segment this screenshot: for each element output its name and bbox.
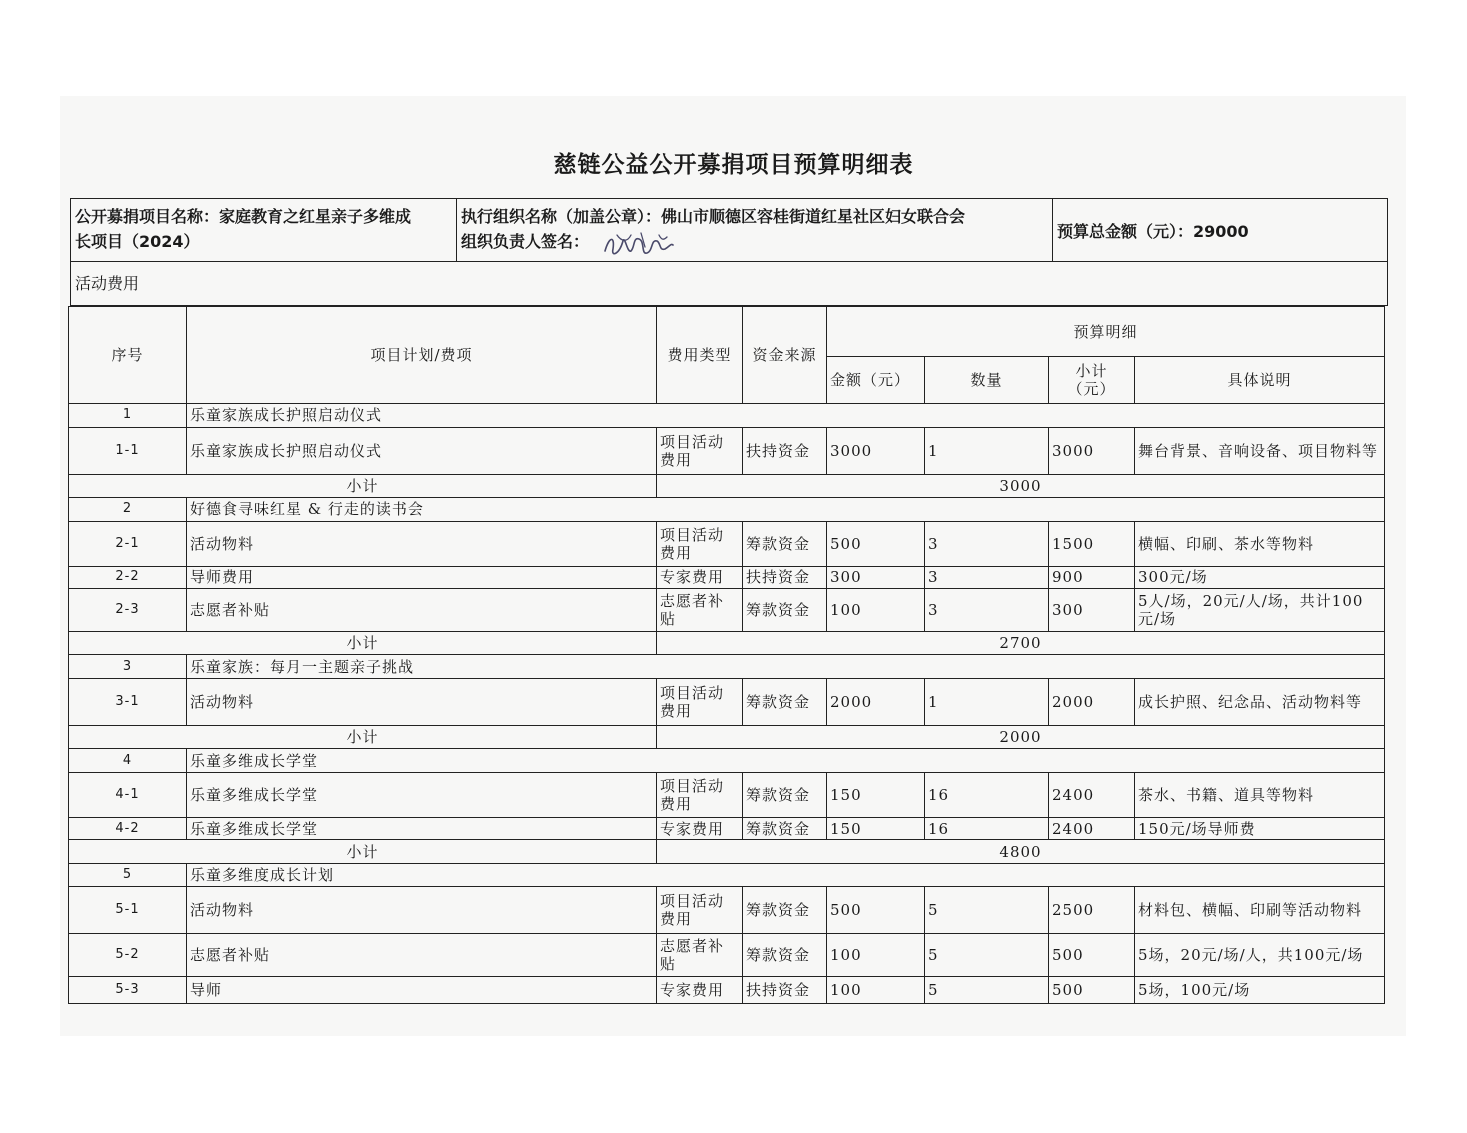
table-row [69,817,1385,839]
row-subtotal: 2000 [1049,678,1135,725]
row-desc: 横幅、印刷、茶水等物料 [1135,521,1385,566]
row-cost-type: 项目活动费用 [657,521,743,566]
row-cost-type: 志愿者补贴 [657,588,743,631]
row-item: 志愿者补贴 [187,934,657,977]
row-subtotal: 1500 [1049,521,1135,566]
row-seq: 1-1 [69,427,187,474]
row-seq: 5-1 [69,887,187,934]
row-amount: 100 [827,934,925,977]
group-row [69,498,1385,522]
row-quantity: 5 [925,977,1049,1004]
group-row [69,863,1385,887]
row-desc: 舞台背景、音响设备、项目物料等 [1135,427,1385,474]
header-block [70,198,1388,262]
project-name-line1: 公开募捐项目名称：家庭教育之红星亲子多维成 [75,207,412,226]
group-name: 好德食寻味红星 & 行走的读书会 [187,498,1385,522]
table-row [69,588,1385,631]
row-seq: 5-3 [69,977,187,1004]
table-row [69,566,1385,588]
subtotal-row [69,474,1385,498]
row-seq: 3-1 [69,678,187,725]
row-desc: 材料包、横幅、印刷等活动物料 [1135,887,1385,934]
row-fund-source: 筹款资金 [743,887,827,934]
row-quantity: 3 [925,588,1049,631]
col-fund-source: 资金来源 [743,307,827,404]
row-quantity: 16 [925,772,1049,817]
row-subtotal: 900 [1049,566,1135,588]
subtotal-label: 小计 [69,840,657,864]
row-fund-source: 扶持资金 [743,566,827,588]
total-budget-cell [1053,199,1387,261]
row-desc: 5人/场，20元/人/场，共计100元/场 [1135,588,1385,631]
subtotal-row [69,631,1385,655]
group-seq: 1 [69,404,187,428]
subtotal-value: 4800 [657,840,1385,864]
group-seq: 3 [69,655,187,679]
row-amount: 100 [827,977,925,1004]
row-desc: 5场，20元/场/人，共100元/场 [1135,934,1385,977]
project-name-cell [71,199,457,261]
row-desc: 300元/场 [1135,566,1385,588]
row-desc: 茶水、书籍、道具等物料 [1135,772,1385,817]
row-amount: 500 [827,521,925,566]
subtotal-label: 小计 [69,725,657,749]
group-seq: 4 [69,749,187,773]
row-amount: 150 [827,772,925,817]
row-cost-type: 志愿者补贴 [657,934,743,977]
col-seq: 序号 [69,307,187,404]
row-fund-source: 筹款资金 [743,588,827,631]
group-row [69,655,1385,679]
row-cost-type: 项目活动费用 [657,427,743,474]
row-item: 活动物料 [187,887,657,934]
row-subtotal: 3000 [1049,427,1135,474]
row-cost-type: 项目活动费用 [657,887,743,934]
col-cost-type: 费用类型 [657,307,743,404]
signer-label: 组织负责人签名： [461,232,590,251]
row-subtotal: 2400 [1049,817,1135,839]
row-amount: 500 [827,887,925,934]
row-quantity: 1 [925,678,1049,725]
subtotal-value: 3000 [657,474,1385,498]
row-item: 志愿者补贴 [187,588,657,631]
row-cost-type: 项目活动费用 [657,678,743,725]
row-item: 乐童家族成长护照启动仪式 [187,427,657,474]
group-seq: 5 [69,863,187,887]
table-row [69,934,1385,977]
row-cost-type: 专家费用 [657,817,743,839]
row-cost-type: 项目活动费用 [657,772,743,817]
group-name: 乐童多维度成长计划 [187,863,1385,887]
row-item: 导师费用 [187,566,657,588]
org-cell [457,199,1053,261]
row-fund-source: 扶持资金 [743,977,827,1004]
col-item: 项目计划/费项 [187,307,657,404]
row-cost-type: 专家费用 [657,566,743,588]
row-amount: 2000 [827,678,925,725]
col-subtotal-line1: 小计 [1075,362,1108,381]
total-budget: 预算总金额（元）：29000 [1057,222,1249,241]
row-item: 活动物料 [187,678,657,725]
row-seq: 4-2 [69,817,187,839]
row-seq: 4-1 [69,772,187,817]
document-title: 慈链公益公开募捐项目预算明细表 [553,152,914,178]
row-cost-type: 专家费用 [657,977,743,1004]
row-fund-source: 扶持资金 [743,427,827,474]
row-item: 导师 [187,977,657,1004]
row-fund-source: 筹款资金 [743,772,827,817]
col-budget-detail: 预算明细 [827,307,1385,357]
row-subtotal: 2500 [1049,887,1135,934]
table-row [69,521,1385,566]
section-label: 活动费用 [70,262,1388,306]
row-amount: 300 [827,566,925,588]
row-desc: 成长护照、纪念品、活动物料等 [1135,678,1385,725]
row-quantity: 3 [925,566,1049,588]
table-row [69,772,1385,817]
project-name-line2: 长项目（2024） [75,232,200,251]
group-name: 乐童家族成长护照启动仪式 [187,404,1385,428]
org-name: 执行组织名称（加盖公章）：佛山市顺德区容桂街道红星社区妇女联合会 [461,207,966,226]
row-fund-source: 筹款资金 [743,817,827,839]
col-subtotal [1049,357,1135,404]
row-subtotal: 300 [1049,588,1135,631]
row-seq: 2-1 [69,521,187,566]
row-subtotal: 500 [1049,934,1135,977]
row-subtotal: 500 [1049,977,1135,1004]
row-amount: 150 [827,817,925,839]
row-amount: 100 [827,588,925,631]
group-name: 乐童家族：每月一主题亲子挑战 [187,655,1385,679]
budget-table [68,306,1385,1004]
row-quantity: 3 [925,521,1049,566]
row-seq: 5-2 [69,934,187,977]
row-quantity: 1 [925,427,1049,474]
subtotal-row [69,725,1385,749]
table-row [69,427,1385,474]
subtotal-value: 2000 [657,725,1385,749]
row-quantity: 16 [925,817,1049,839]
row-item: 活动物料 [187,521,657,566]
col-quantity: 数量 [925,357,1049,404]
group-row [69,404,1385,428]
row-item: 乐童多维成长学堂 [187,772,657,817]
col-amount: 金额（元） [827,357,925,404]
group-seq: 2 [69,498,187,522]
handwritten-signature [601,229,677,261]
subtotal-row [69,840,1385,864]
col-subtotal-line2: （元） [1067,380,1116,399]
header-row-1 [69,307,1385,357]
table-row [69,887,1385,934]
subtotal-label: 小计 [69,631,657,655]
row-fund-source: 筹款资金 [743,934,827,977]
col-desc: 具体说明 [1135,357,1385,404]
row-fund-source: 筹款资金 [743,678,827,725]
row-subtotal: 2400 [1049,772,1135,817]
row-desc: 150元/场导师费 [1135,817,1385,839]
subtotal-value: 2700 [657,631,1385,655]
row-seq: 2-3 [69,588,187,631]
row-quantity: 5 [925,934,1049,977]
row-item: 乐童多维成长学堂 [187,817,657,839]
group-row [69,749,1385,773]
row-fund-source: 筹款资金 [743,521,827,566]
row-quantity: 5 [925,887,1049,934]
row-amount: 3000 [827,427,925,474]
row-seq: 2-2 [69,566,187,588]
row-desc: 5场，100元/场 [1135,977,1385,1004]
table-row [69,977,1385,1004]
group-name: 乐童多维成长学堂 [187,749,1385,773]
subtotal-label: 小计 [69,474,657,498]
table-row [69,678,1385,725]
